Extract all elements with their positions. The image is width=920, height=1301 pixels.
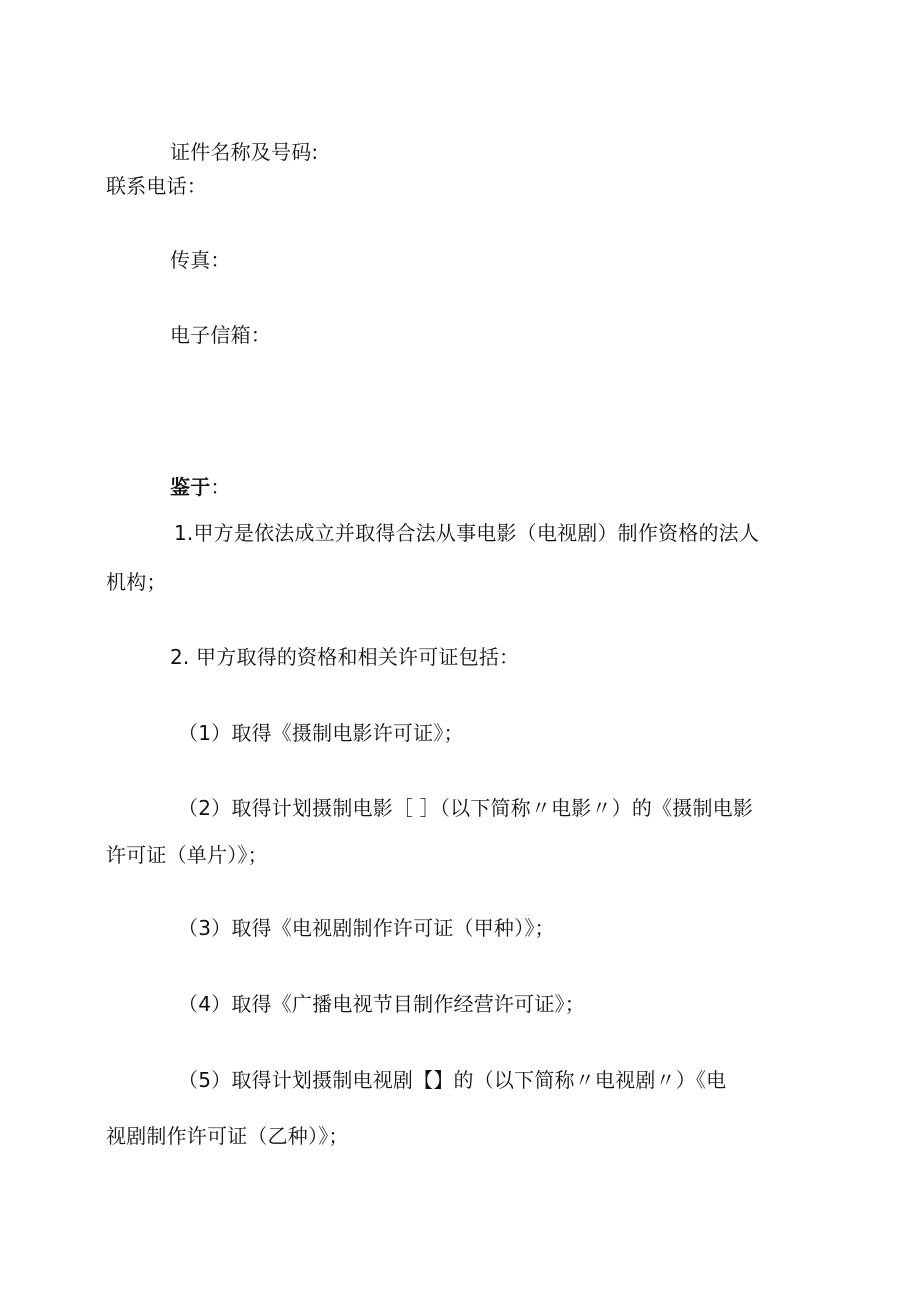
fax-label: 传真： (170, 248, 231, 272)
clause-2-item-5-line-1: （5）取得计划摄制电视剧【】的（以下简称〃电视剧〃）《电 (178, 1068, 727, 1092)
clause-1-line-2: 机构； (106, 570, 167, 594)
clause-2-item-1: （1）取得《摄制电影许可证》； (178, 721, 464, 745)
phone-label: 联系电话： (106, 174, 207, 198)
id-name-number-label: 证件名称及号码: (170, 140, 319, 164)
clause-2-item-2-line-2: 许可证（单片）》； (106, 843, 268, 867)
clause-2-intro: 2. 甲方取得的资格和相关许可证包括： (170, 645, 520, 669)
clause-1-line-1: 1.甲方是依法成立并取得合法从事电影（电视剧）制作资格的法人 (174, 521, 760, 545)
whereas-heading-colon: ： (210, 475, 231, 499)
clause-2-item-3: （3）取得《电视剧制作许可证（甲种）》； (178, 916, 555, 940)
email-label: 电子信箱： (170, 323, 271, 347)
clause-2-item-5-line-2: 视剧制作许可证（乙种）》； (106, 1124, 349, 1148)
whereas-heading (170, 475, 231, 499)
clause-2-item-2-line-1: （2）取得计划摄制电影［ ］（以下简称〃电影〃）的《摄制电影 (178, 796, 754, 820)
clause-2-item-4: （4）取得《广播电视节目制作经营许可证》； (178, 992, 585, 1016)
whereas-heading-label: 鉴于 (170, 475, 211, 499)
